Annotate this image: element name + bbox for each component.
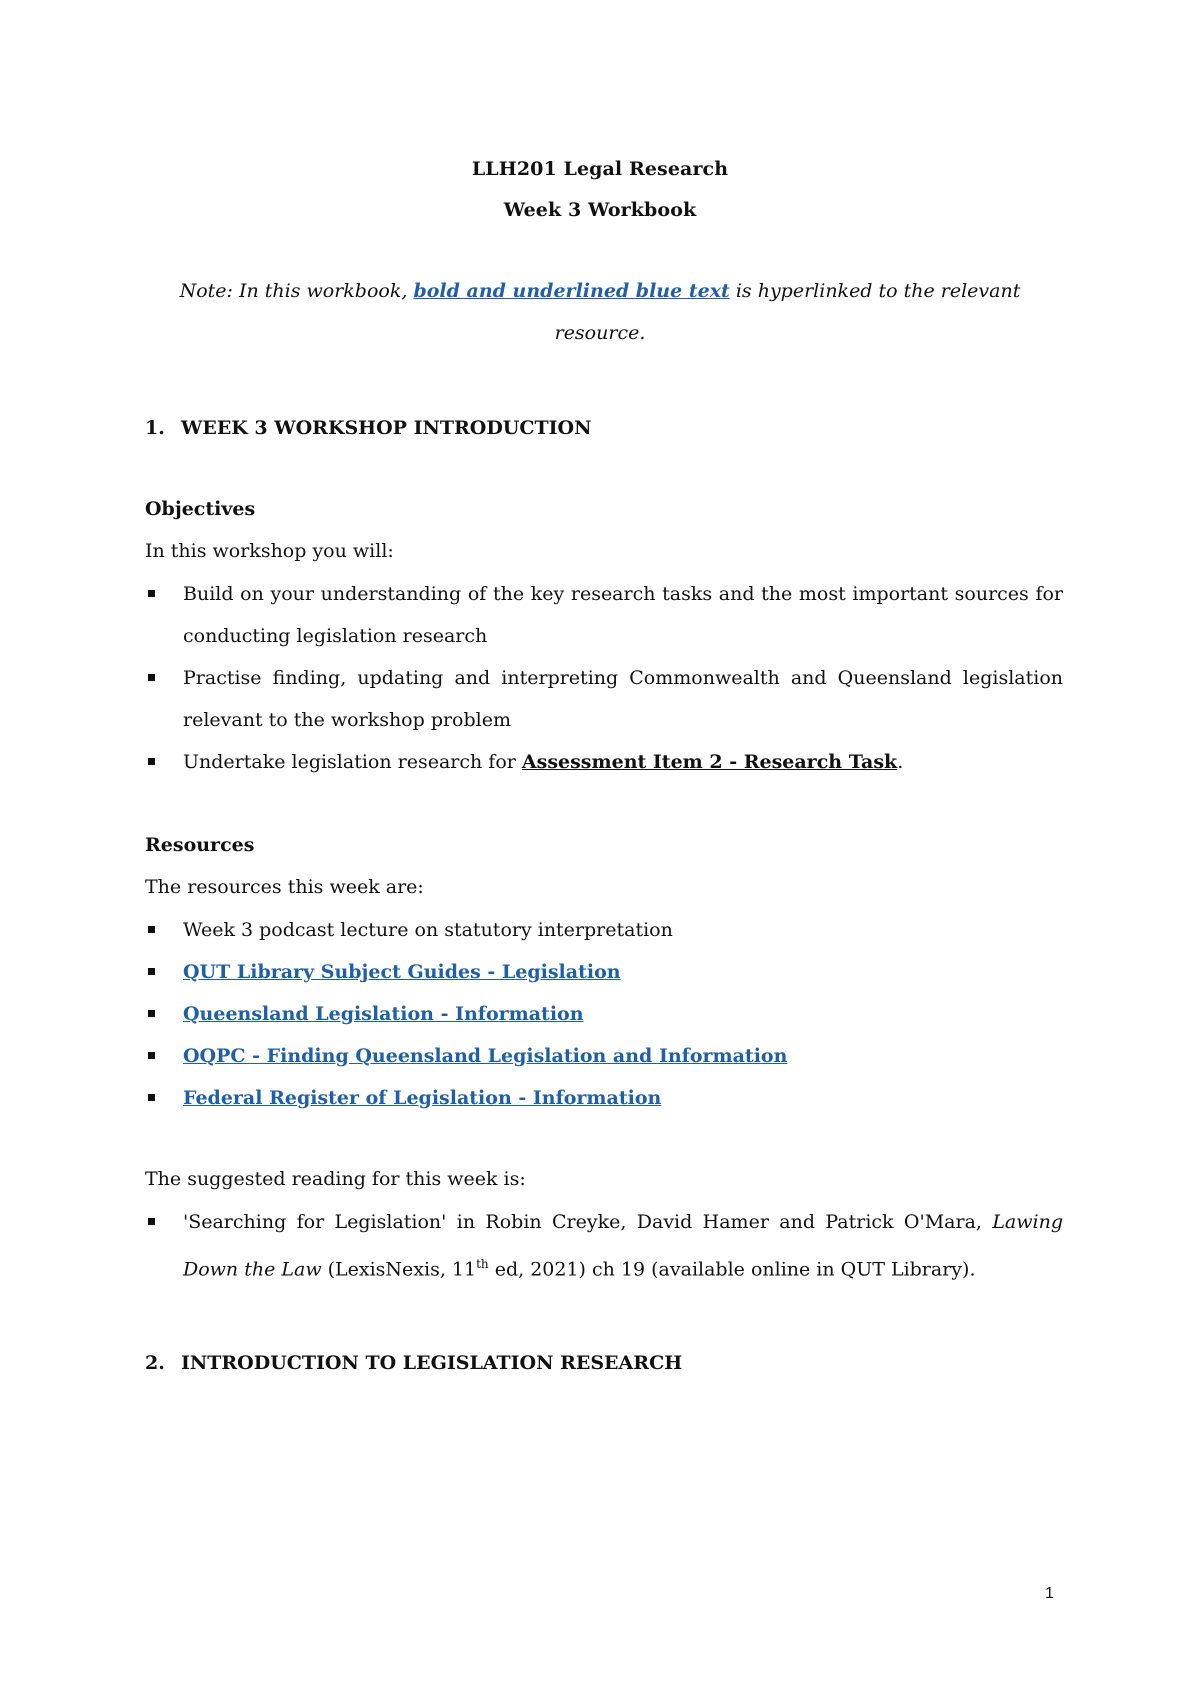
note-suffix: is hyperlinked to the relevant	[729, 280, 1021, 302]
reading-text-part3: ed, 2021) ch 19 (available online in QUT Library).	[488, 1258, 976, 1281]
list-item	[145, 657, 1063, 741]
objectives-heading: Objectives	[145, 498, 256, 520]
list-item	[145, 993, 1063, 1035]
bullet-icon	[148, 758, 155, 765]
reading-book-title: Lawing Down the Law	[183, 1211, 1063, 1281]
resources-heading: Resources	[145, 834, 255, 856]
list-item	[145, 951, 1063, 993]
list-item	[145, 1201, 1063, 1290]
note-prefix: Note: In this workbook,	[179, 280, 414, 302]
note-line-2: resource.	[554, 322, 646, 344]
section-2-title: INTRODUCTION TO LEGISLATION RESEARCH	[181, 1352, 683, 1374]
reading-edition-suffix: th	[476, 1257, 489, 1271]
list-item	[145, 741, 1063, 783]
section-2-heading	[145, 1352, 682, 1374]
reading-intro: The suggested reading for this week is:	[145, 1168, 526, 1190]
bullet-icon	[148, 1094, 155, 1101]
list-item	[145, 573, 1063, 657]
bullet-icon	[148, 590, 155, 597]
resource-link-federal-register[interactable]: Federal Register of Legislation - Information	[183, 1087, 662, 1109]
bullet-icon	[148, 674, 155, 681]
reading-text-part1: 'Searching for Legislation' in Robin Creyke, David Hamer and Patrick O'Mara,	[183, 1211, 993, 1233]
bullet-icon	[148, 926, 155, 933]
resource-link-qut-library[interactable]: QUT Library Subject Guides - Legislation	[183, 961, 621, 983]
bullet-icon	[148, 1052, 155, 1059]
assessment-item-link[interactable]: Assessment Item 2 - Research Task	[521, 751, 898, 773]
section-1-number: 1.	[145, 417, 165, 439]
reading-list	[145, 1201, 1063, 1290]
resources-list	[145, 909, 1063, 1119]
bullet-icon	[148, 968, 155, 975]
resources-intro: The resources this week are:	[145, 876, 424, 898]
page-number: 1	[1045, 1585, 1054, 1602]
bullet-icon	[148, 1010, 155, 1017]
document-subtitle: Week 3 Workbook	[503, 199, 697, 221]
objective-text-suffix: .	[897, 751, 904, 773]
resource-link-qld-legislation[interactable]: Queensland Legislation - Information	[183, 1003, 584, 1025]
objectives-intro: In this workshop you will:	[145, 540, 394, 562]
note-line-1	[0, 280, 1200, 302]
document-title: LLH201 Legal Research	[471, 158, 729, 180]
section-2-number: 2.	[145, 1352, 165, 1374]
resource-link-oqpc[interactable]: OQPC - Finding Queensland Legislation and Information	[183, 1045, 788, 1067]
bullet-icon	[148, 1218, 155, 1225]
objective-text: Practise finding, updating and interpreting Commonwealth and Queensland legislation relevant to the workshop problem	[183, 667, 1063, 731]
list-item	[145, 1077, 1063, 1119]
objective-text-prefix: Undertake legislation research for	[183, 751, 522, 773]
list-item	[145, 909, 1063, 951]
reading-text-part2: (LexisNexis, 11	[321, 1258, 477, 1281]
objectives-list	[145, 573, 1063, 783]
resource-text: Week 3 podcast lecture on statutory interpretation	[183, 919, 673, 941]
list-item	[145, 1035, 1063, 1077]
note-link-example[interactable]: bold and underlined blue text	[413, 280, 730, 302]
section-1-heading	[145, 417, 591, 439]
section-1-title: WEEK 3 WORKSHOP INTRODUCTION	[181, 417, 592, 439]
objective-text: Build on your understanding of the key research tasks and the most important sources for conducting legislation research	[183, 583, 1063, 647]
